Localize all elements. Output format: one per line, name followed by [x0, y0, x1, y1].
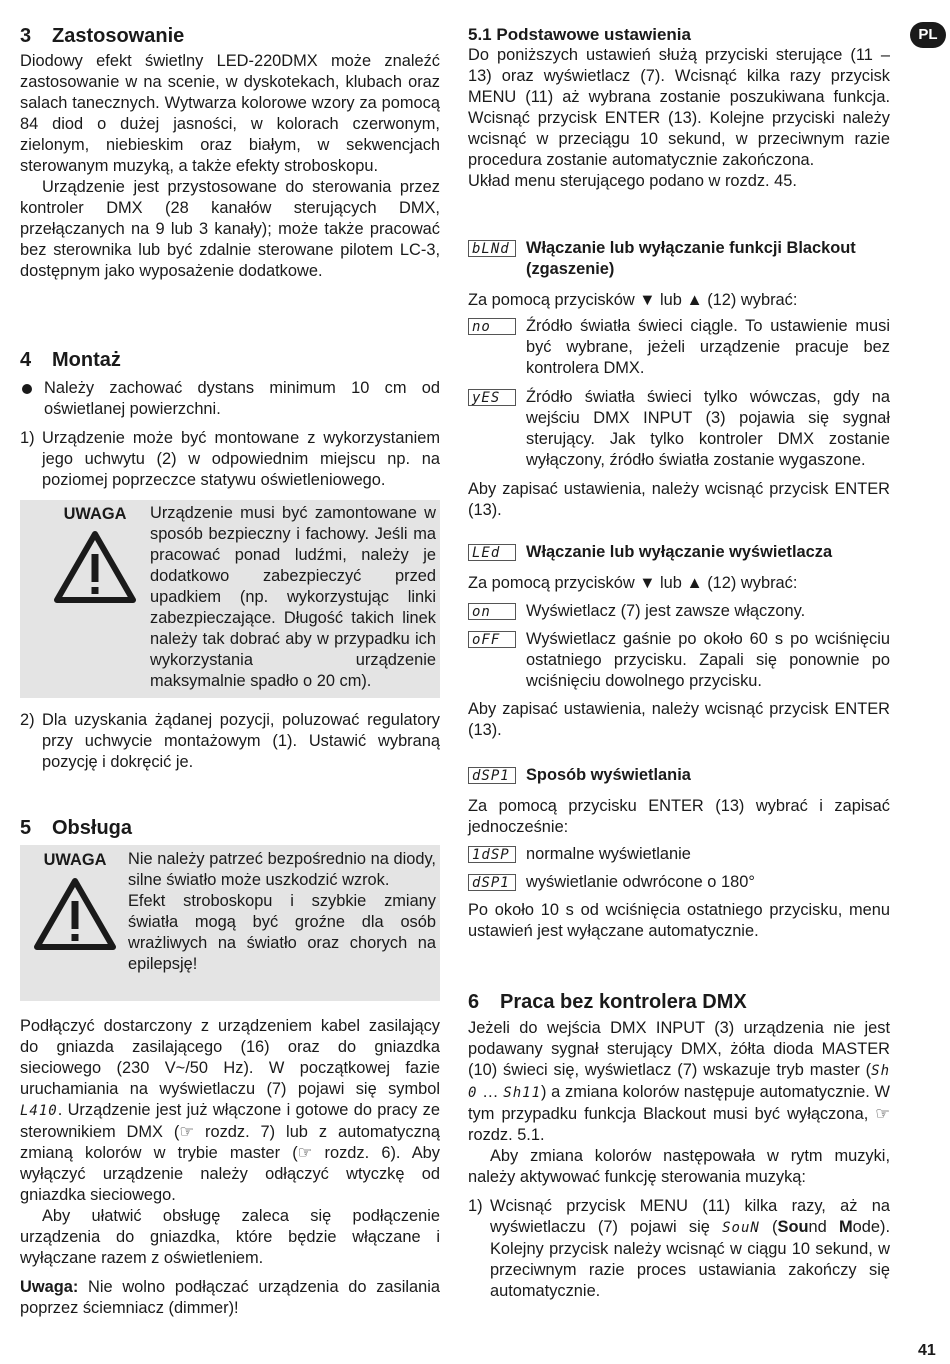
paragraph: Aby zapisać ustawienia, należy wcisnąć przycisk ENTER (13).: [468, 480, 890, 519]
section-3: [20, 24, 440, 282]
paragraph: Jeżeli do wejścia DMX INPUT (3) urządzenia nie jest podawany sygnał sterujący DMX, żółta dioda MASTER (10) świeci się, wyświetlacz (7) wskazuje tryb master (Sh 0 … Sh11) a zmiana kolorów następuje automatycznie. W tym przypadku funkcja Blackout musi być wyłączona, ☞ rozdz. 5.1.: [468, 1019, 891, 1144]
lcd-symbol: bLNd: [468, 240, 516, 257]
section-heading: 5 Obsługa: [20, 817, 133, 839]
section-heading: 6 Praca bez kontrolera DMX: [468, 991, 747, 1013]
warning-box: [20, 845, 440, 1001]
paragraph: Za pomocą przycisków ▼ lub ▲ (12) wybrać:: [468, 291, 798, 309]
paragraph: Po około 10 s od wciśnięcia ostatniego przycisku, menu ustawień jest wyłączane automatycznie.: [468, 901, 890, 940]
warning-text: Nie należy patrzeć bezpośrednio na diody, silne światło może uszkodzić wzrok. Efekt stroboskopu i szybkie zmiany światła mogą być groźne dla osób wrażliwych na światło oraz chorych na epilepsję!: [128, 850, 436, 973]
numbered-item: 1) Urządzenie może być montowane z wykorzystaniem jego uchwytu (2) w odpowiednim miejscu np. na poziomej poprzeczce statywu oświetleniowego.: [20, 429, 440, 489]
section-5-1: [468, 24, 890, 192]
operation-text: [20, 1016, 440, 1319]
subsection-heading: 5.1 Podstawowe ustawienia: [468, 25, 691, 44]
note: Uwaga: Nie wolno podłączać urządzenia do zasilania poprzez ściemniacz (dimmer)!: [20, 1278, 440, 1317]
warning-box: [20, 500, 440, 698]
paragraph: Podłączyć dostarczony z urządzeniem kabel zasilający do gniazda zasilającego (16) oraz do gniazdka sieciowego (230 V~/50 Hz). W początkowej fazie uruchamiania na wyświetlaczu (7) pojawi się symbol L410. Urządzenie jest już włączone i gotowe do pracy ze sterownikiem DMX (☞ rozdz. 7) lub z automatyczną zmianą kolorów w trybie master (☞ rozdz. 6). Aby wyłączyć urządzenie należy odłączyć wtyczkę od gniazdka sieciowego.: [20, 1017, 440, 1204]
warning-label: UWAGA: [43, 851, 107, 869]
section-heading: 4 Montaż: [20, 349, 121, 371]
mode-heading: dSP1 Sposób wyświetlania: [468, 765, 890, 786]
blackout-heading: bLNd Włączanie lub wyłączanie funkcji Blackout (zgaszenie): [468, 238, 890, 280]
mount-step-2: 2) Dla uzyskania żądanej pozycji, poluzować regulatory przy uchwycie montażowym (1). Ustawić wybraną pozycję i dokręcić je.: [20, 711, 440, 771]
paragraph: Urządzenie jest przystosowane do sterowania przez kontroler DMX (28 kanałów sterujących DMX, przełączanych na 9 lub 3 kanały); może także pracować bez sterownika lub być zdalnie sterowane pilotem LC-3, dostępnym jako wyposażenie dodatkowe.: [20, 178, 440, 280]
option-no: no Źródło światła świeci ciągle. To ustawienie musi być wybrane, jeżeli urządzenie pracuje bez kontrolera DMX.: [468, 316, 890, 379]
language-badge: PL: [910, 22, 946, 48]
option-normal: 1dSP normalne wyświetlanie: [468, 844, 890, 865]
warning-triangle-icon: [53, 530, 137, 604]
page-number: 41: [918, 1342, 936, 1359]
display-heading: LEd Włączanie lub wyłączanie wyświetlacza: [468, 542, 890, 563]
option-rotated: dSP1 wyświetlanie odwrócone o 180°: [468, 872, 890, 893]
paragraph: Aby zmiana kolorów następowała w rytm muzyki, należy aktywować funkcję sterowania muzyką:: [468, 1147, 890, 1186]
section-6: [468, 990, 890, 1302]
paragraph: Aby zapisać ustawienia, należy wcisnąć przycisk ENTER (13).: [468, 700, 890, 739]
paragraph: Aby ułatwić obsługę zaleca się podłączenie urządzenia do gniazdka, które będzie włączane i wyłączane razem z oświetleniem.: [20, 1207, 440, 1267]
option-on: on Wyświetlacz (7) jest zawsze włączony.: [468, 601, 890, 622]
paragraph: Za pomocą przycisków ▼ lub ▲ (12) wybrać:: [468, 574, 798, 592]
lcd-symbol: L410: [20, 1103, 58, 1119]
numbered-item: 1) Wcisnąć przycisk MENU (11) kilka razy, aż na wyświetlaczu (7) pojawi się SouN (Sound Mode). Kolejny przycisk należy wcisnąć w ciągu 10 sekund, w przeciwnym razie proces ustawiania zakończy się automatycznie.: [468, 1197, 890, 1300]
option-yes: yES Źródło światła świeci tylko wówczas, gdy na wejściu DMX INPUT (3) pojawia się sygnał sterujący. Jak tylko kontroler DMX zostanie wyłączony, źródło światła zostanie wygaszone.: [468, 387, 890, 471]
section-4: [20, 348, 440, 491]
option-off: oFF Wyświetlacz gaśnie po około 60 s po wciśnięciu ostatniego przycisku. Zapali się ponownie po wciśnięciu dowolnego przycisku.: [468, 629, 890, 692]
section-5: [20, 816, 440, 840]
warning-triangle-icon: [33, 877, 117, 951]
paragraph: Układ menu sterującego podano w rozdz. 45.: [468, 172, 797, 190]
paragraph: Diodowy efekt świetlny LED-220DMX może znaleźć zastosowanie w na scenie, w dyskotekach, klubach oraz salach tanecznych. Wytwarza kolorowe wzory za pomocą 84 diod o dużej jasności, w kolorach czerwonym, zielonym, niebieskim oraz białym, w sekwencjach sterowanym muzyką, a także efekty stroboskopu.: [20, 52, 440, 175]
bullet-item: Należy zachować dystans minimum 10 cm od oświetlanej powierzchni.: [20, 378, 440, 420]
paragraph: Do poniższych ustawień służą przyciski sterujące (11 – 13) oraz wyświetlacz (7). Wcisnąć kilka razy przycisk MENU (11) aż wybrana zostanie poszukiwana funkcja. Wcisnąć przycisk ENTER (13). Kolejne przyciski należy wcisnąć w przeciągu 10 sekund, w przeciwnym razie procedura zostanie automatycznie zakończona.: [468, 46, 890, 169]
section-heading: 3 Zastosowanie: [20, 25, 185, 47]
warning-label: UWAGA: [63, 505, 127, 523]
warning-text: Urządzenie musi być zamontowane w sposób bezpieczny i fachowy. Jeśli ma pracować ponad ludźmi, należy je dodatkowo zabezpieczyć przed upadkiem (np. wykorzystując linki zabezpieczające. Długość takich linek należy tak dobrać aby w przypadku ich wykorzystania urządzenie maksymalnie spadło o 20 cm).: [150, 504, 436, 690]
paragraph: Za pomocą przycisku ENTER (13) wybrać i zapisać jednocześnie:: [468, 797, 890, 836]
bullet-icon: [22, 384, 32, 394]
